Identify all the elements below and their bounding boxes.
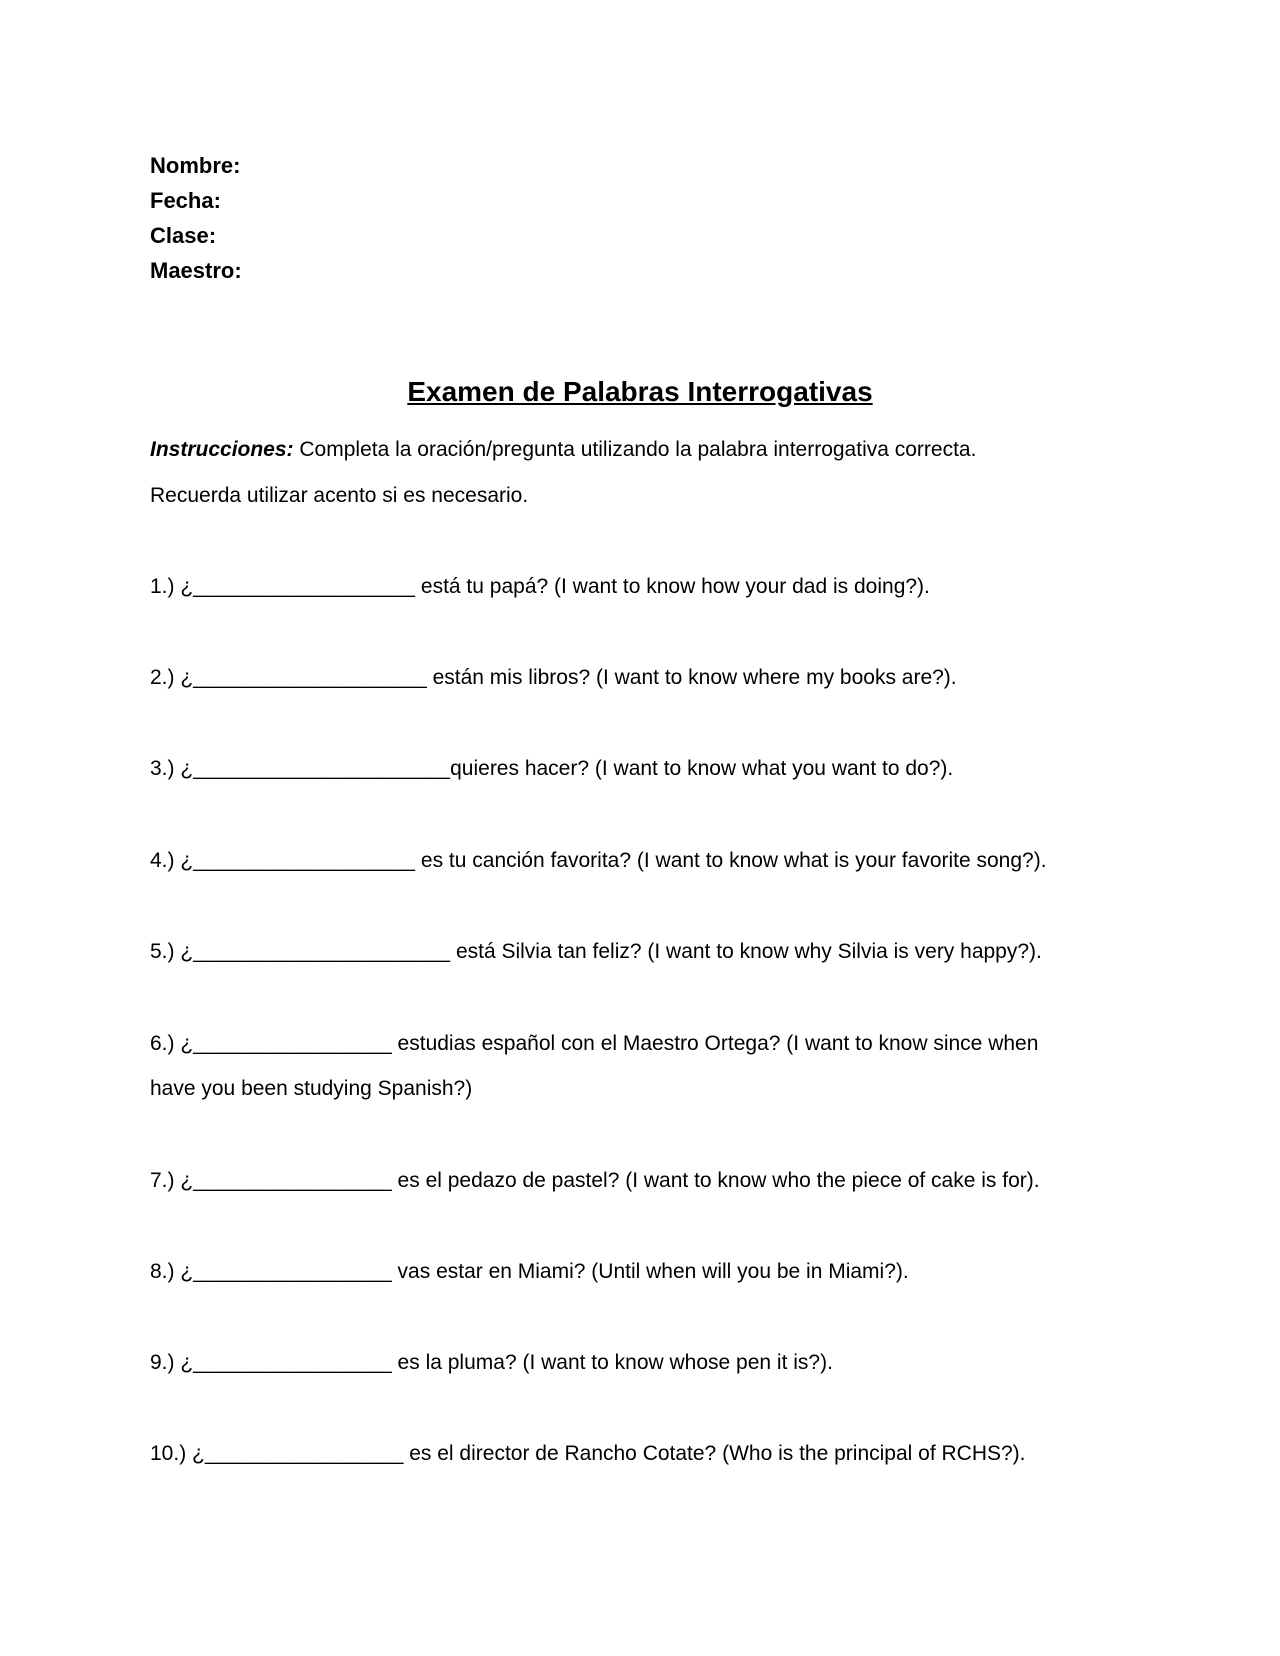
instructions-line-2: Recuerda utilizar acento si es necesario.: [150, 484, 529, 507]
question-5: 5.) ¿______________________ está Silvia tan feliz? (I want to know why Silvia is very happy?).: [150, 940, 1042, 963]
question-6-continuation: have you been studying Spanish?): [150, 1077, 473, 1100]
question-7: 7.) ¿_________________ es el pedazo de pastel? (I want to know who the piece of cake is for).: [150, 1169, 1040, 1192]
question-2: 2.) ¿____________________ están mis libros? (I want to know where my books are?).: [150, 666, 957, 689]
question-6: 6.) ¿_________________ estudias español con el Maestro Ortega? (I want to know since when: [150, 1032, 1039, 1055]
maestro-label: Maestro:: [150, 258, 242, 283]
instructions: [150, 437, 976, 463]
question-3: 3.) ¿______________________quieres hacer? (I want to know what you want to do?).: [150, 757, 954, 780]
question-4: 4.) ¿___________________ es tu canción favorita? (I want to know what is your favorite song?).: [150, 849, 1047, 872]
fecha-label: Fecha:: [150, 188, 221, 213]
clase-label: Clase:: [150, 223, 217, 248]
instructions-label: Instrucciones:: [150, 438, 294, 461]
instructions-text: Completa la oración/pregunta utilizando la palabra interrogativa correcta.: [293, 438, 977, 461]
question-9: 9.) ¿_________________ es la pluma? (I want to know whose pen it is?).: [150, 1351, 833, 1374]
question-10: 10.) ¿_________________ es el director de Rancho Cotate? (Who is the principal of RCHS?).: [150, 1442, 1026, 1465]
question-8: 8.) ¿_________________ vas estar en Miami? (Until when will you be in Miami?).: [150, 1260, 909, 1283]
question-1: 1.) ¿___________________ está tu papá? (I want to know how your dad is doing?).: [150, 575, 930, 598]
nombre-label: Nombre:: [150, 153, 241, 178]
page-title: Examen de Palabras Interrogativas: [407, 376, 873, 407]
